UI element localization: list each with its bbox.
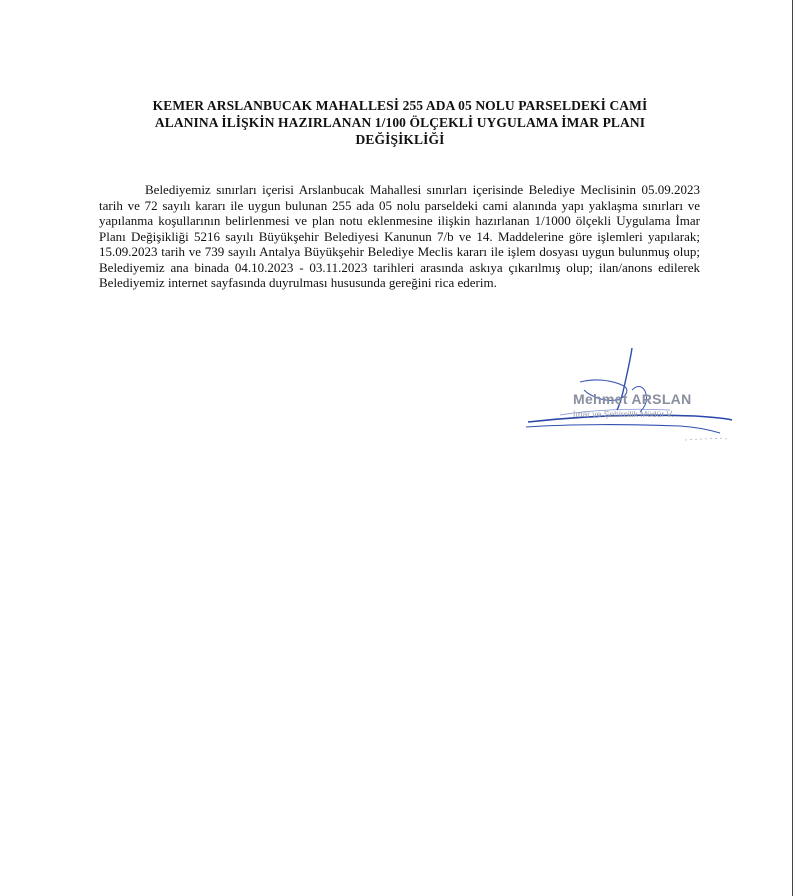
document-title (100, 97, 700, 148)
signer-name: Mehmet ARSLAN (573, 391, 692, 407)
title-line-2: ALANINA İLİŞKİN HAZIRLANAN 1/100 ÖLÇEKLİ UYGULAMA İMAR PLANI (154, 115, 646, 130)
body-paragraph: Belediyemiz sınırları içerisi Arslanbucak Mahallesi sınırları içerisinde Belediye Meclisinin 05.09.2023 tarih ve 72 sayılı kararı ile uygun bulunan 255 ada 05 nolu parseldeki cami alanında yapı yaklaşma sınırları ve yapılanma koşullarının belirlenmesi ve plan notu eklenmesine ilişkin hazırlanan 1/1000 ölçekli Uygulama İmar Planı Değişikliği 5216 sayılı Büyükşehir Belediyesi Kanunun 7/b ve 14. Maddelerine göre işlemleri yapılarak; 15.09.2023 tarih ve 739 sayılı Antalya Büyükşehir Belediye Meclis kararı ile işlem dosyası uygun bulunmuş olup; Belediyemiz ana binada 04.10.2023 - 03.11.2023 tarihleri arasında askıya çıkarılmış olup; ilan/anons edilerek Belediyemiz internet sayfasında duyrulması hususunda gereğini rica ederim. (99, 182, 700, 290)
title-line-3: DEĞİŞİKLİĞİ (355, 132, 445, 147)
signature-block (520, 340, 750, 460)
signer-role: İmar ve Şehircilik Müdür V. (573, 409, 674, 419)
page-right-border (792, 0, 793, 896)
title-line-1: KEMER ARSLANBUCAK MAHALLESİ 255 ADA 05 NOLU PARSELDEKİ CAMİ (152, 98, 648, 113)
